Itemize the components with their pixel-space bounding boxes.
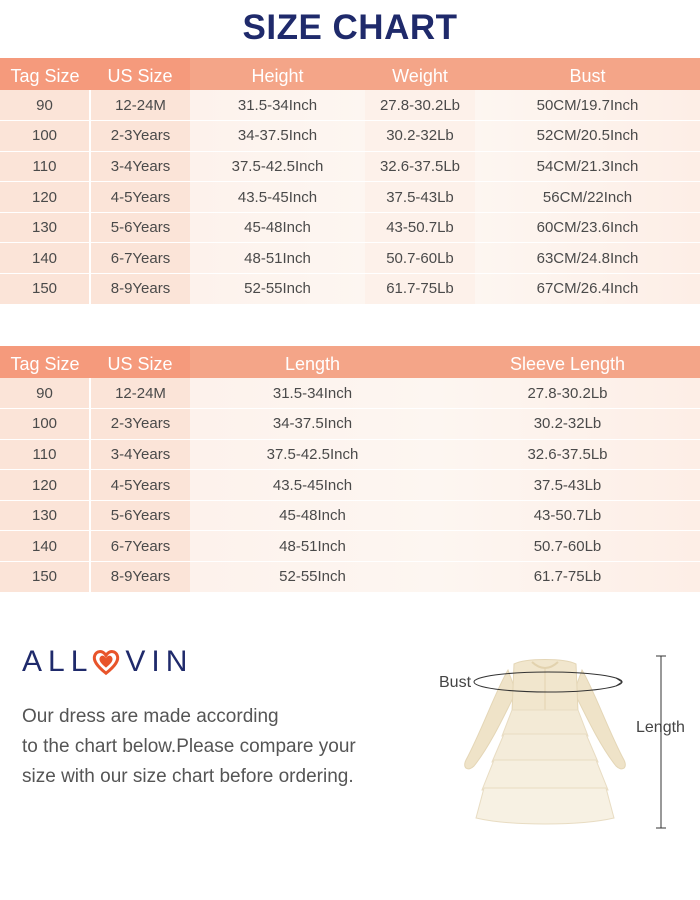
table-cell: 50CM/19.7Inch: [475, 90, 700, 121]
table-cell: 150: [0, 562, 90, 593]
table-cell: 61.7-75Lb: [365, 274, 475, 305]
note-line-2: to the chart below.Please compare your: [22, 736, 356, 757]
table-cell: 150: [0, 274, 90, 305]
table-cell: 43-50.7Lb: [365, 212, 475, 243]
table-row: [0, 274, 700, 305]
table-cell: 32.6-37.5Lb: [435, 439, 700, 470]
table-cell: 45-48Inch: [190, 500, 435, 531]
brand-text-right: VIN: [125, 645, 194, 678]
table-row: [0, 212, 700, 243]
table-cell: 48-51Inch: [190, 243, 365, 274]
table-cell: 12-24M: [90, 90, 190, 121]
table-cell: 37.5-42.5Inch: [190, 151, 365, 182]
header-length: Length: [190, 346, 435, 378]
table-row: [0, 500, 700, 531]
header-sleeve-length: Sleeve Length: [435, 346, 700, 378]
table-row: [0, 90, 700, 121]
table-cell: 34-37.5Inch: [190, 121, 365, 152]
table-cell: 120: [0, 470, 90, 501]
table-cell: 45-48Inch: [190, 212, 365, 243]
table-cell: 8-9Years: [90, 274, 190, 305]
table-cell: 31.5-34Inch: [190, 378, 435, 409]
table-cell: 12-24M: [90, 378, 190, 409]
header-us-size: US Size: [90, 346, 190, 378]
size-table-measurements: [0, 58, 700, 305]
table-cell: 34-37.5Inch: [190, 409, 435, 440]
table-cell: 63CM/24.8Inch: [475, 243, 700, 274]
table-cell: 52-55Inch: [190, 274, 365, 305]
table-cell: 60CM/23.6Inch: [475, 212, 700, 243]
table-cell: 90: [0, 378, 90, 409]
table-cell: 27.8-30.2Lb: [365, 90, 475, 121]
table-cell: 6-7Years: [90, 243, 190, 274]
table-cell: 90: [0, 90, 90, 121]
table-cell: 54CM/21.3Inch: [475, 151, 700, 182]
table-cell: 52CM/20.5Inch: [475, 121, 700, 152]
table-cell: 110: [0, 439, 90, 470]
heart-icon: [91, 647, 121, 677]
size-table-length: [0, 346, 700, 593]
table-cell: 32.6-37.5Lb: [365, 151, 475, 182]
table-cell: 50.7-60Lb: [435, 531, 700, 562]
brand-logo: [22, 645, 193, 679]
table-cell: 3-4Years: [90, 151, 190, 182]
table-cell: 48-51Inch: [190, 531, 435, 562]
table-cell: 120: [0, 182, 90, 213]
table-cell: 67CM/26.4Inch: [475, 274, 700, 305]
page-title: SIZE CHART: [242, 8, 458, 47]
table-cell: 140: [0, 531, 90, 562]
table-cell: 30.2-32Lb: [435, 409, 700, 440]
table-cell: 140: [0, 243, 90, 274]
table-cell: 110: [0, 151, 90, 182]
table-cell: 6-7Years: [90, 531, 190, 562]
table-cell: 2-3Years: [90, 409, 190, 440]
header-tag-size: Tag Size: [0, 346, 90, 378]
table-row: [0, 378, 700, 409]
table-row: [0, 121, 700, 152]
table-cell: 130: [0, 500, 90, 531]
table-cell: 50.7-60Lb: [365, 243, 475, 274]
table-row: [0, 243, 700, 274]
header-us-size: US Size: [90, 58, 190, 90]
table-row: [0, 531, 700, 562]
bust-label: Bust: [439, 674, 472, 691]
table-cell: 4-5Years: [90, 470, 190, 501]
table-cell: 4-5Years: [90, 182, 190, 213]
table-cell: 37.5-42.5Inch: [190, 439, 435, 470]
table-cell: 30.2-32Lb: [365, 121, 475, 152]
dress-illustration-icon: [430, 650, 700, 840]
table-row: [0, 151, 700, 182]
table-cell: 2-3Years: [90, 121, 190, 152]
table-row: [0, 562, 700, 593]
table-row: [0, 470, 700, 501]
table-cell: 43.5-45Inch: [190, 470, 435, 501]
header-height: Height: [190, 58, 365, 90]
table-cell: 61.7-75Lb: [435, 562, 700, 593]
size-note: [22, 702, 402, 792]
table-cell: 8-9Years: [90, 562, 190, 593]
table-cell: 100: [0, 121, 90, 152]
header-tag-size: Tag Size: [0, 58, 90, 90]
table-cell: 43.5-45Inch: [190, 182, 365, 213]
table-row: [0, 439, 700, 470]
table-cell: 130: [0, 212, 90, 243]
table-header-row: [0, 346, 700, 378]
table-cell: 5-6Years: [90, 500, 190, 531]
table-cell: 43-50.7Lb: [435, 500, 700, 531]
table-row: [0, 182, 700, 213]
table-row: [0, 409, 700, 440]
table-cell: 27.8-30.2Lb: [435, 378, 700, 409]
note-line-1: Our dress are made according: [22, 706, 279, 727]
dress-measurement-diagram: [430, 650, 700, 840]
table-cell: 37.5-43Lb: [435, 470, 700, 501]
table-cell: 56CM/22Inch: [475, 182, 700, 213]
table-cell: 3-4Years: [90, 439, 190, 470]
brand-text-left: ALL: [22, 645, 94, 678]
table-cell: 5-6Years: [90, 212, 190, 243]
table-cell: 100: [0, 409, 90, 440]
table-header-row: [0, 58, 700, 90]
table-cell: 31.5-34Inch: [190, 90, 365, 121]
length-label: Length: [636, 719, 685, 736]
table-cell: 52-55Inch: [190, 562, 435, 593]
table-cell: 37.5-43Lb: [365, 182, 475, 213]
note-line-3: size with our size chart before ordering.: [22, 766, 354, 787]
header-weight: Weight: [365, 58, 475, 90]
header-bust: Bust: [475, 58, 700, 90]
